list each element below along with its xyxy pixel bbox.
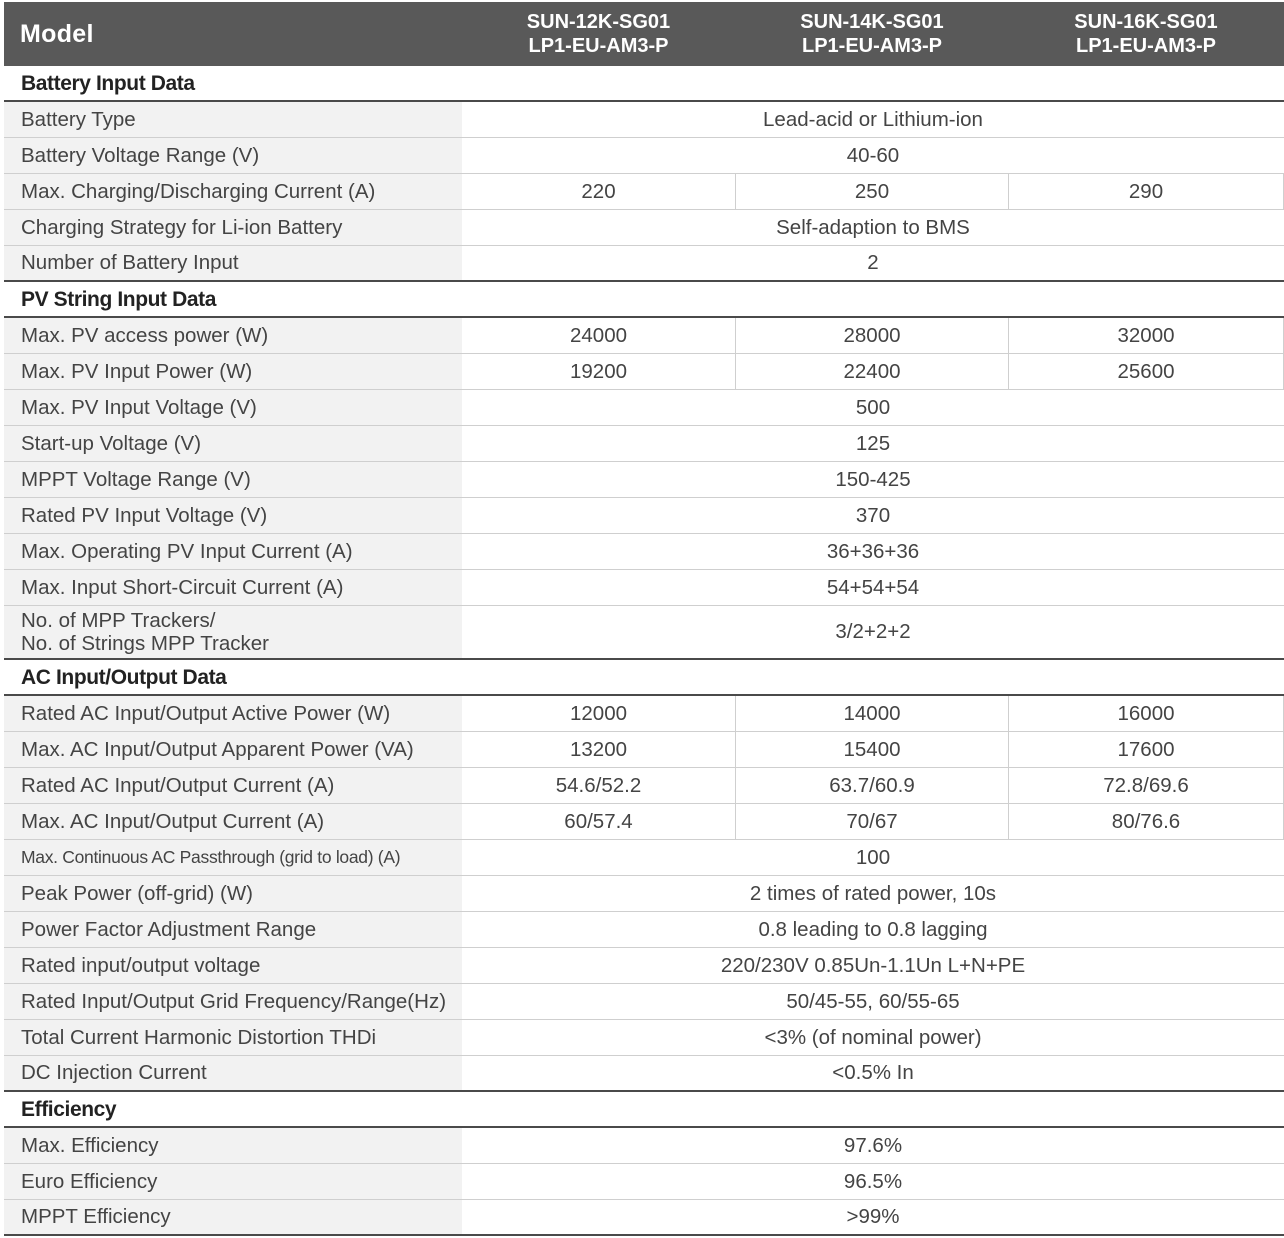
row-label: Max. Operating PV Input Current (A) (21, 539, 353, 563)
table-row (4, 912, 1284, 948)
row-value-model-2: 70/67 (736, 804, 1009, 839)
table-row (4, 1056, 1284, 1092)
row-value: 54+54+54 (826, 575, 920, 599)
section-title: AC Input/Output Data (21, 666, 227, 689)
table-row (4, 462, 1284, 498)
row-label: Max. Input Short-Circuit Current (A) (21, 575, 344, 599)
row-value-model-1: 12000 (462, 696, 736, 731)
row-label-cell (4, 1056, 462, 1090)
row-value: 220/230V 0.85Un-1.1Un L+N+PE (720, 953, 1026, 977)
row-label-cell (4, 390, 462, 425)
row-label: Max. Efficiency (21, 1133, 159, 1157)
row-label: Rated input/output voltage (21, 953, 261, 977)
row-label: Max. PV Input Power (W) (21, 359, 253, 383)
table-row (4, 174, 1284, 210)
model-column-header (736, 10, 1008, 58)
table-row (4, 534, 1284, 570)
row-label-cell (4, 1128, 462, 1163)
table-row (4, 1200, 1284, 1236)
row-value: 97.6% (843, 1133, 903, 1157)
row-label: Rated PV Input Voltage (V) (21, 503, 268, 527)
row-label: Battery Type (21, 107, 136, 131)
row-label-cell (4, 876, 462, 911)
row-label: Rated Input/Output Grid Frequency/Range(Hz) (21, 989, 447, 1013)
table-row (4, 984, 1284, 1020)
row-value-model-3: 32000 (1009, 318, 1284, 353)
section-title: PV String Input Data (21, 288, 217, 311)
row-label: Total Current Harmonic Distortion THDi (21, 1025, 377, 1049)
row-label: Peak Power (off-grid) (W) (21, 881, 254, 905)
table-row (4, 138, 1284, 174)
table-row (4, 246, 1284, 282)
row-label: MPPT Voltage Range (V) (21, 467, 251, 491)
row-label-cell (4, 462, 462, 497)
row-label: Max. AC Input/Output Apparent Power (VA) (21, 737, 414, 761)
row-value: 2 times of rated power, 10s (749, 881, 997, 905)
row-value: Self-adaption to BMS (776, 215, 970, 239)
section-header (4, 282, 1284, 318)
row-value: Lead-acid or Lithium-ion (763, 107, 983, 131)
table-row (4, 606, 1284, 660)
row-label-cell (4, 768, 462, 803)
row-label: No. of MPP Trackers/ (21, 609, 216, 632)
table-row (4, 1020, 1284, 1056)
row-value: 500 (855, 395, 891, 419)
row-value-model-1: 19200 (462, 354, 736, 389)
table-row (4, 768, 1284, 804)
table-row (4, 876, 1284, 912)
row-label: Max. PV Input Voltage (V) (21, 395, 257, 419)
table-row (4, 318, 1284, 354)
table-row (4, 1128, 1284, 1164)
table-row (4, 102, 1284, 138)
row-label-cell (4, 732, 462, 767)
table-row (4, 570, 1284, 606)
row-label: Euro Efficiency (21, 1169, 158, 1193)
row-value-model-3: 25600 (1009, 354, 1284, 389)
model-variant: LP1-EU-AM3-P (1075, 35, 1216, 57)
row-value: 3/2+2+2 (835, 620, 911, 643)
table-row (4, 498, 1284, 534)
row-label-line2: No. of Strings MPP Tracker (21, 632, 269, 655)
row-value-model-3: 16000 (1009, 696, 1284, 731)
row-label-cell (4, 570, 462, 605)
section-header (4, 1092, 1284, 1128)
row-label-wrap (21, 606, 269, 658)
row-value-model-2: 15400 (736, 732, 1009, 767)
row-value-model-1: 13200 (462, 732, 736, 767)
model-header-label: Model (20, 20, 94, 48)
row-label: MPPT Efficiency (21, 1205, 171, 1228)
row-label-cell (4, 1200, 462, 1234)
model-name: SUN-14K-SG01 (800, 11, 944, 33)
section-header (4, 66, 1284, 102)
row-label-cell (4, 354, 462, 389)
table-body (4, 66, 1284, 1236)
table-row (4, 354, 1284, 390)
row-label-cell (4, 102, 462, 137)
row-value-model-1: 24000 (462, 318, 736, 353)
row-value: <3% (of nominal power) (764, 1025, 982, 1049)
row-value-model-2: 22400 (736, 354, 1009, 389)
row-label-cell (4, 318, 462, 353)
row-label: Max. Continuous AC Passthrough (grid to load) (A) (21, 847, 401, 867)
row-label: Max. PV access power (W) (21, 323, 269, 347)
row-value-model-1: 60/57.4 (462, 804, 736, 839)
row-value: 36+36+36 (826, 539, 920, 563)
row-label-cell (4, 534, 462, 569)
row-value: 100 (855, 845, 891, 869)
row-label-cell (4, 912, 462, 947)
table-row (4, 390, 1284, 426)
row-label-cell (4, 1164, 462, 1199)
row-label-cell (4, 426, 462, 461)
row-label: Charging Strategy for Li-ion Battery (21, 215, 343, 239)
table-row (4, 426, 1284, 462)
table-row (4, 804, 1284, 840)
row-label: Number of Battery Input (21, 251, 239, 274)
row-label-cell (4, 840, 462, 875)
model-variant: LP1-EU-AM3-P (801, 35, 942, 57)
table-row (4, 948, 1284, 984)
row-value-model-1: 54.6/52.2 (462, 768, 736, 803)
model-name: SUN-12K-SG01 (526, 11, 671, 33)
model-variant: LP1-EU-AM3-P (528, 35, 669, 57)
row-label: Power Factor Adjustment Range (21, 917, 317, 941)
row-label-cell (4, 138, 462, 173)
section-title: Battery Input Data (21, 72, 195, 95)
row-value: 370 (855, 503, 891, 527)
row-value: 96.5% (843, 1169, 903, 1193)
row-label-cell (4, 696, 462, 731)
spec-table (4, 2, 1284, 1236)
row-label-cell (4, 606, 462, 658)
table-row (4, 1164, 1284, 1200)
row-value-model-3: 17600 (1009, 732, 1284, 767)
table-row (4, 210, 1284, 246)
row-label-cell (4, 246, 462, 280)
row-value: 0.8 leading to 0.8 lagging (758, 917, 988, 941)
table-header (4, 2, 1284, 66)
section-header (4, 660, 1284, 696)
row-label: Max. Charging/Discharging Current (A) (21, 179, 376, 203)
row-label-cell (4, 498, 462, 533)
row-value-model-3: 290 (1009, 174, 1284, 209)
row-label: Max. AC Input/Output Current (A) (21, 809, 325, 833)
row-label-cell (4, 804, 462, 839)
row-label-cell (4, 174, 462, 209)
row-value: 50/45-55, 60/55-65 (786, 989, 960, 1013)
model-column-header (1009, 10, 1283, 58)
row-value-model-1: 220 (462, 174, 736, 209)
row-value: >99% (846, 1205, 900, 1228)
section-title: Efficiency (21, 1098, 117, 1121)
table-row (4, 840, 1284, 876)
row-value-model-3: 80/76.6 (1009, 804, 1284, 839)
row-value-model-2: 14000 (736, 696, 1009, 731)
table-row (4, 696, 1284, 732)
row-label-cell (4, 1020, 462, 1055)
row-label: Rated AC Input/Output Current (A) (21, 773, 335, 797)
row-value: 40-60 (846, 143, 900, 167)
row-label: Battery Voltage Range (V) (21, 143, 260, 167)
row-value-model-2: 250 (736, 174, 1009, 209)
row-label-cell (4, 948, 462, 983)
model-name: SUN-16K-SG01 (1074, 11, 1218, 33)
row-label: Start-up Voltage (V) (21, 431, 202, 455)
row-label-cell (4, 210, 462, 245)
row-value: 150-425 (835, 467, 911, 491)
table-row (4, 732, 1284, 768)
row-value: <0.5% In (832, 1061, 914, 1084)
row-value-model-2: 63.7/60.9 (736, 768, 1009, 803)
row-value: 125 (855, 431, 891, 455)
row-label: DC Injection Current (21, 1061, 207, 1084)
row-label-cell (4, 984, 462, 1019)
model-column-header (462, 10, 735, 58)
row-value-model-3: 72.8/69.6 (1009, 768, 1284, 803)
row-value: 2 (867, 251, 879, 274)
row-value-model-2: 28000 (736, 318, 1009, 353)
row-label: Rated AC Input/Output Active Power (W) (21, 701, 391, 725)
